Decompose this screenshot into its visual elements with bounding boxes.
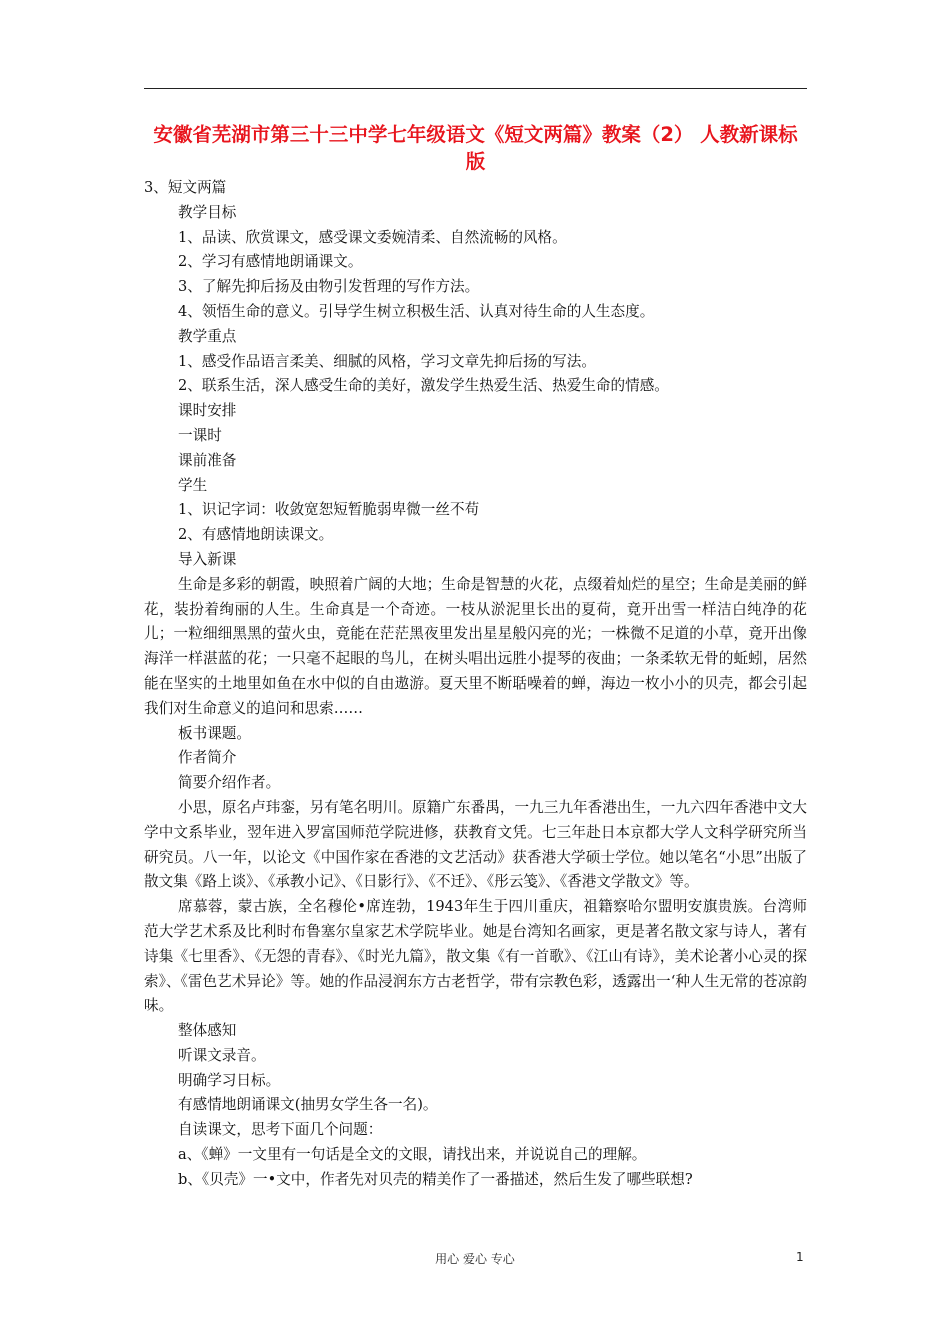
body-line: 3、短文两篇 xyxy=(144,179,227,196)
body-line: 1、感受作品语言柔美、细腻的风格，学习文章先抑后扬的写法。 xyxy=(178,352,596,370)
body-paragraph: 生命是多彩的朝霞，映照着广阔的大地；生命是智慧的火花，点缀着灿烂的星空；生命是美丽的鲜花，装扮着绚丽的人生。生命真是一个奇迹。一枝从淤泥里长出的夏荷，竟开出雪一样洁白纯净的花儿；一粒细细黑黑的萤火虫，竟能在茫茫黑夜里发出星星般闪亮的光；一株微不足道的小草，竟开出像海洋一样湛蓝的花；一只毫不起眼的鸟儿，在树头唱出远胜小提琴的夜曲；一条柔软无骨的蚯蚓，居然能在坚实的土地里如鱼在水中似的自由遨游。夏天里不断聒噪着的蝉，海边一枚小小的贝壳，都会引起我们对生命意义的追问和思索…… xyxy=(144,575,807,717)
document-body xyxy=(144,176,807,1193)
body-line: b、《贝壳》一•文中，作者先对贝壳的精美作了一番描述，然后生发了哪些联想? xyxy=(178,1170,693,1188)
page-number: 1 xyxy=(796,1250,804,1264)
body-line: 有感情地朗诵课文(抽男女学生各一名)。 xyxy=(178,1096,438,1114)
body-line: 板书课题。 xyxy=(178,724,251,742)
body-line: 整体感知 xyxy=(178,1022,237,1040)
body-line: 教学重点 xyxy=(178,327,237,345)
body-line: 4、领悟生命的意义。引导学生树立积极生活、认真对待生命的人生态度。 xyxy=(178,302,655,320)
body-line: 2、联系生活，深人感受生命的美好，激发学生热爱生活、热爱生命的情感。 xyxy=(178,377,669,395)
body-line: 导入新课 xyxy=(178,550,237,568)
body-line: 课时安排 xyxy=(178,402,237,420)
body-line: 作者简介 xyxy=(178,749,237,767)
body-line: 简要介绍作者。 xyxy=(178,774,281,792)
body-line: 1、品读、欣赏课文，感受课文委婉清柔、自然流畅的风格。 xyxy=(178,228,567,246)
body-line: 3、了解先抑后扬及由物引发哲理的写作方法。 xyxy=(178,278,480,296)
body-paragraph: 席慕蓉，蒙古族，全名穆伦•席连勃，1943年生于四川重庆，祖籍察哈尔盟明安旗贵族。台湾师范大学艺术系及比利时布鲁塞尔皇家艺术学院毕业。她是台湾知名画家，更是著名散文家与诗人，著有诗集《七里香》、《无怨的青春》、《时光九篇》，散文集《有一首歌》、《江山有诗》，美术论著小心灵的探索》、《雷色艺术异论》等。她的作品浸润东方古老哲学，带有宗教色彩，透露出一‘种人生无常的苍凉韵味。 xyxy=(144,898,807,1015)
body-line: 课前准备 xyxy=(178,451,237,469)
body-line: 听课文录音。 xyxy=(178,1046,266,1064)
body-line: 明确学习日标。 xyxy=(178,1071,281,1089)
document-title: 安徽省芜湖市第三十三中学七年级语文《短文两篇》教案（2） 人教新课标版 xyxy=(153,123,798,173)
body-line: a、《蝉》一文里有一句话是全文的文眼，请找出来，并说说自己的理解。 xyxy=(178,1146,647,1164)
body-line: 2、有感情地朗读课文。 xyxy=(178,526,334,544)
body-line: 一课时 xyxy=(178,426,222,444)
body-line: 2、学习有感情地朗诵课文。 xyxy=(178,253,363,271)
body-paragraph: 小思，原名卢玮銮，另有笔名明川。原籍广东番禺，一九三九年香港出生，一九六四年香港中文大学中文系毕业，翌年进入罗富国师范学院进修，获教育文凭。七三年赴日本京都大学人文科学研究所当研究员。八一年，以论文《中国作家在香港的文艺活动》获香港大学硕士学位。她以笔名“小思”出版了散文集《路上谈》、《承教小记》、《日影行》、《不迁》、《彤云笺》、《香港文学散文》等。 xyxy=(144,798,807,891)
footer-text: 用心 爱心 专心 xyxy=(435,1252,515,1266)
body-line: 自读课文，思考下面几个问题： xyxy=(178,1121,383,1139)
body-line: 1、识记字词：收敛宽恕短暂脆弱卑微一丝不苟 xyxy=(178,501,480,519)
body-line: 学生 xyxy=(178,476,208,494)
body-line: 教学目标 xyxy=(178,203,237,221)
header-rule xyxy=(144,88,807,89)
